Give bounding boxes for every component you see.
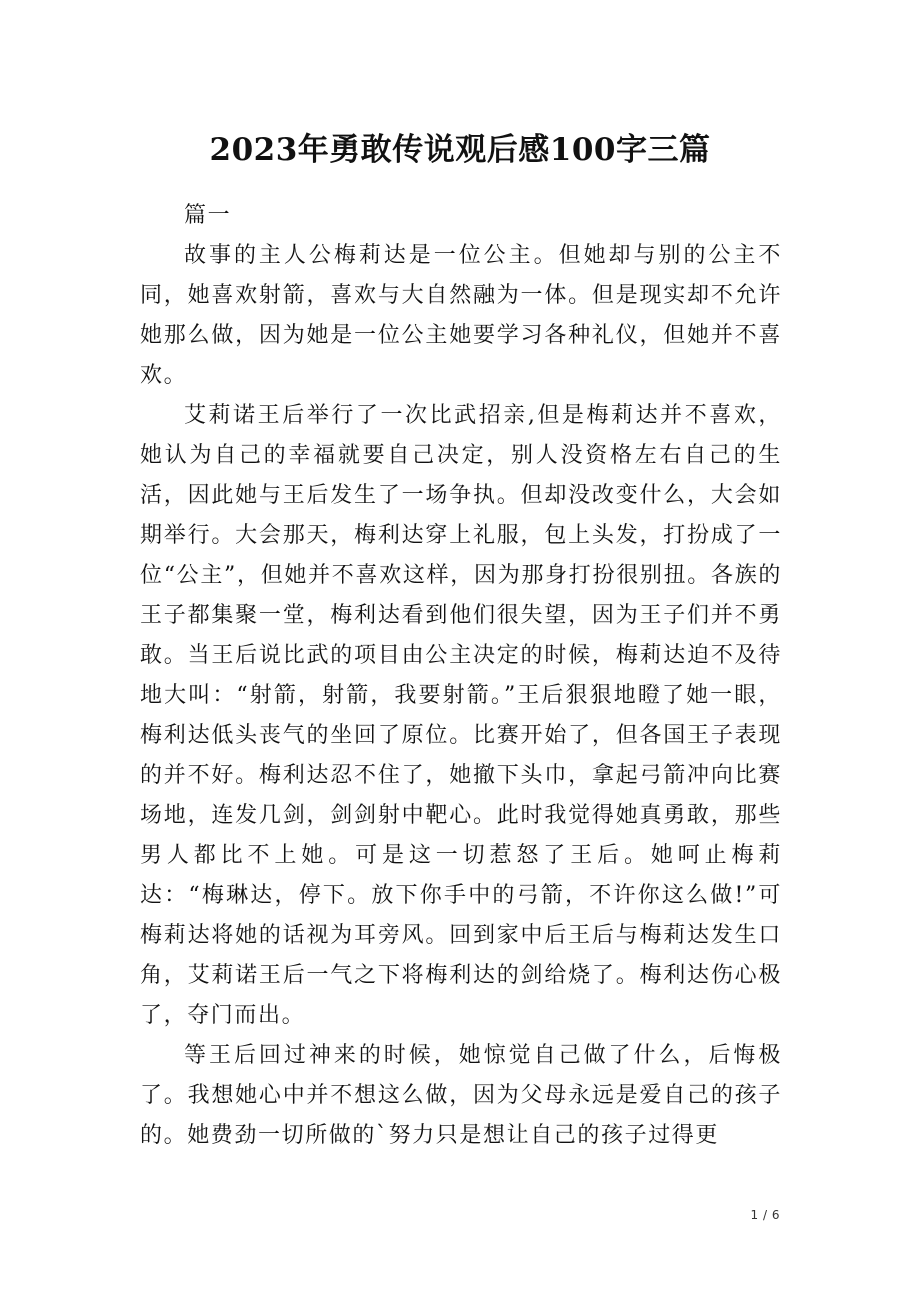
page-number: 1 / 6	[750, 1208, 780, 1222]
paragraph-2: 艾莉诺王后举行了一次比武招亲,但是梅莉达并不喜欢，她认为自己的幸福就要自己决定，别人没资格左右自己的生活，因此她与王后发生了一场争执。但却没改变什么，大会如期举行。大会那天，梅利达穿上礼服，包上头发，打扮成了一位“公主”，但她并不喜欢这样，因为那身打扮很别扭。各族的王子都集聚一堂，梅利达看到他们很失望，因为王子们并不勇敢。当王后说比武的项目由公主决定的时候，梅莉达迫不及待地大叫：“射箭，射箭，我要射箭。”王后狠狠地瞪了她一眼，梅利达低头丧气的坐回了原位。比赛开始了，但各国王子表现的并不好。梅利达忍不住了，她撤下头巾，拿起弓箭冲向比赛场地，连发几剑，剑剑射中靶心。此时我觉得她真勇敢，那些男人都比不上她。可是这一切惹怒了王后。她呵止梅莉达：“梅琳达，停下。放下你手中的弓箭，不许你这么做!”可梅莉达将她的话视为耳旁风。回到家中后王后与梅莉达发生口角，艾莉诺王后一气之下将梅利达的剑给烧了。梅利达伤心极了，夺门而出。	[140, 403, 782, 1028]
document-body	[140, 196, 782, 1156]
section-heading: 篇一	[184, 203, 232, 228]
paragraph-3: 等王后回过神来的时候，她惊觉自己做了什么，后悔极了。我想她心中并不想这么做，因为父母永远是爱自己的孩子的。她费劲一切所做的`努力只是想让自己的孩子过得更	[140, 1043, 782, 1148]
document-title: 2023年勇敢传说观后感100字三篇	[209, 132, 711, 168]
paragraph-1: 故事的主人公梅莉达是一位公主。但她却与别的公主不同，她喜欢射箭，喜欢与大自然融为一体。但是现实却不允许她那么做，因为她是一位公主她要学习各种礼仪，但她并不喜欢。	[140, 243, 782, 388]
